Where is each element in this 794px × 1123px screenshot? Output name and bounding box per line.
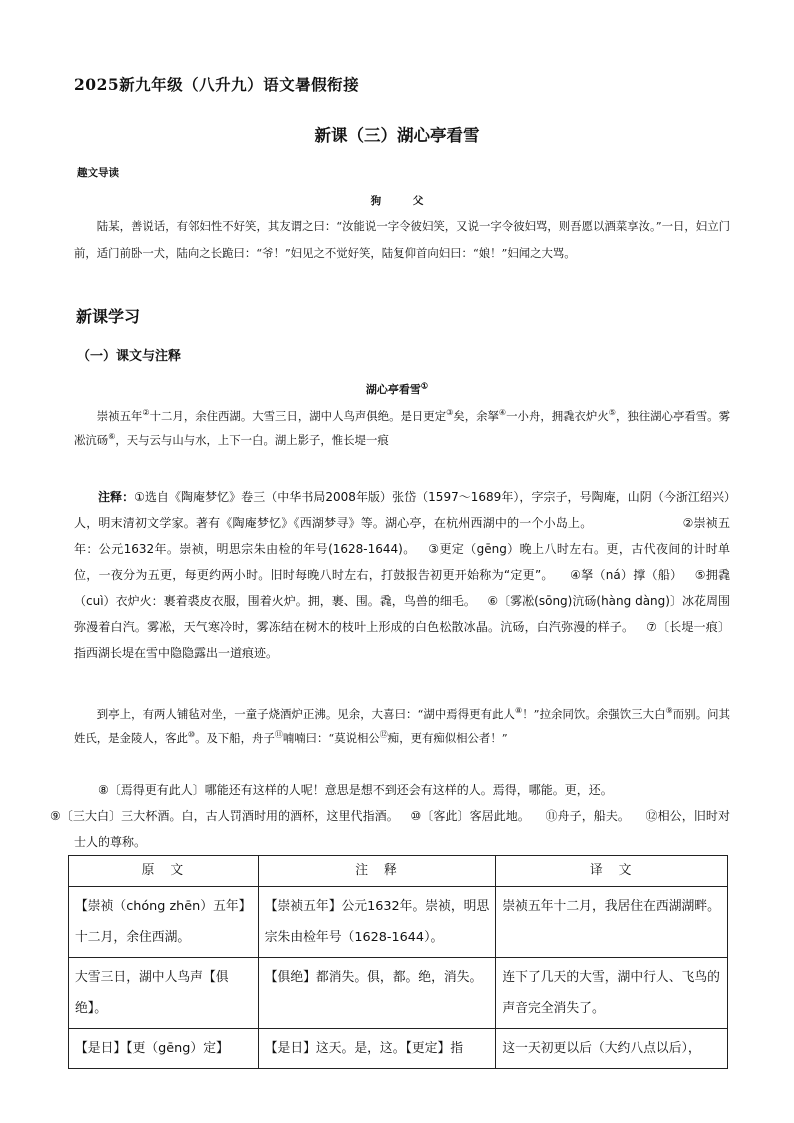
lesson-title: 新课（三）湖心亭看雪 [314, 126, 480, 145]
section-heading: 新课学习 [76, 307, 141, 326]
table-cell: 【崇祯（chóng zhēn）五年】十二月，余住西湖。 [69, 887, 259, 958]
table-cell: 连下了几天的大雪，湖中行人、飞鸟的声音完全消失了。 [496, 958, 728, 1029]
notes-block [74, 484, 730, 666]
note-12: ⑫相公，旧时对士人的尊称。 [74, 809, 730, 849]
notes-block-2 [50, 777, 730, 855]
table-row [69, 1029, 728, 1069]
table-cell: 【崇祯五年】公元1632年。崇祯，明思宗朱由检年号（1628-1644）。 [258, 887, 496, 958]
subsection-heading: （一）课文与注释 [77, 349, 182, 364]
table-header-row [69, 856, 728, 887]
document-header: 2025新九年级（八升九）语文暑假衔接 [74, 75, 360, 94]
intro-label: 趣文导读 [77, 167, 119, 179]
note-6: ⑥〔雾凇(sōng)沆砀(hàng dàng)〕冰花周围弥漫着白汽。雾凇，天气寒冷时，雾冻结在树木的枝叶上形成的白色松散冰晶。沆砀，白汽弥漫的样子。 [74, 594, 730, 634]
note-8: ⑧〔焉得更有此人〕哪能还有这样的人呢！意思是想不到还会有这样的人。焉得，哪能。更，还。 [98, 783, 613, 797]
poem-title-text: 湖心亭看雪 [365, 383, 421, 396]
poem-title-mark: ① [420, 380, 429, 391]
story-paragraph: 陆某，善说话，有邻妇性不好笑，其友谓之曰：“汝能说一字令彼妇笑，又说一字令彼妇骂，则吾愿以酒菜享汝。”一日，妇立门前，适门前卧一犬，陆向之长跪曰：“爷！”妇见之不觉好笑，陆复仰首向妇曰：“娘！”妇闻之大骂。 [74, 219, 730, 260]
note-11: ⑪舟子，船夫。 [545, 809, 630, 823]
table-cell: 崇祯五年十二月，我居住在西湖湖畔。 [496, 887, 728, 958]
table-row [69, 958, 728, 1029]
note-3: ③更定（gēng）晚上八时左右。更，古代夜间的计时单位，一夜分为五更，每更约两小时。旧时每晚八时左右，打鼓报告初更开始称为“定更”。 [74, 542, 731, 582]
note-4: ④拏（ná）撑（船） [570, 568, 683, 582]
table-cell: 【俱绝】都消失。俱，都。绝，消失。 [258, 958, 496, 1029]
table-cell: 大雪三日，湖中人鸟声【俱绝】。 [69, 958, 259, 1029]
table-header: 译文 [496, 856, 728, 887]
notes-label: 注释： [98, 490, 135, 504]
note-5: ⑤拥毳（cuì）衣炉火：裹着裘皮衣服，围着火炉。拥，裹、围。毳，鸟兽的细毛。 [74, 568, 731, 608]
story-title: 狗 父 [370, 195, 438, 207]
table-cell: 【是日】【更（gēng）定】 [69, 1029, 259, 1069]
table-cell: 【是日】这天。是，这。【更定】指 [258, 1029, 496, 1069]
translation-table [68, 855, 728, 1069]
table-row [69, 887, 728, 958]
note-9: ⑨〔三大白〕三大杯酒。白，古人罚酒时用的酒杯，这里代指酒。 [50, 809, 399, 823]
poem-title [0, 381, 794, 397]
table-header: 注释 [258, 856, 496, 887]
note-2: ②崇祯五年：公元1632年。崇祯，明思宗朱由检的年号(1628-1644)。 [74, 516, 730, 556]
note-1: ①选自《陶庵梦忆》卷三（中华书局2008年版）张岱（1597～1689年），字宗子，号陶庵，山阴（今浙江绍兴）人，明末清初文学家。著有《陶庵梦忆》《西湖梦寻》等。湖心亭，在杭州西湖中的一个小岛上。 [74, 490, 730, 530]
note-10: ⑩〔客此〕客居此地。 [410, 809, 530, 823]
table-header: 原文 [69, 856, 259, 887]
poem-paragraph-2: 到亭上，有两人铺毡对坐，一童子烧酒炉正沸。见余，大喜曰：“湖中焉得更有此人⑧！”拉余同饮。余强饮三大白⑨而别。问其姓氏，是金陵人，客此⑩。及下船，舟子⑪喃喃曰：“莫说相公⑫痴，更有痴似相公者！” [74, 706, 730, 745]
note-7: ⑦〔长堤一痕〕指西湖长堤在雪中隐隐露出一道痕迹。 [74, 620, 730, 660]
poem-paragraph-1: 崇祯五年②十二月，余住西湖。大雪三日，湖中人鸟声俱绝。是日更定③矣，余拏④一小舟，拥毳衣炉火⑤，独往湖心亭看雪。雾凇沆砀⑥，天与云与山与水，上下一白。湖上影子，惟长堤一痕 [74, 408, 730, 447]
table-cell: 这一天初更以后（大约八点以后）， [496, 1029, 728, 1069]
